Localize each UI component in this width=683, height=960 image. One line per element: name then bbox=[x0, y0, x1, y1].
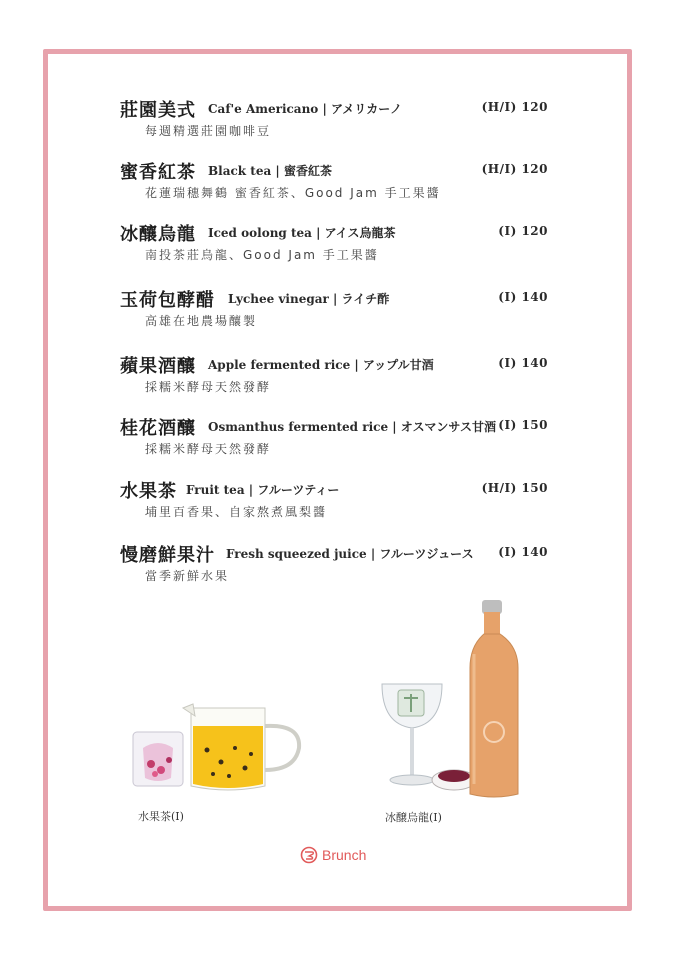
fruit-tea-illustration bbox=[125, 690, 310, 800]
item-price: (H/I) 120 bbox=[481, 100, 548, 114]
item-description: 南投茶莊烏龍、Good Jam 手工果醬 bbox=[145, 248, 379, 262]
item-price: (I) 150 bbox=[498, 418, 548, 432]
menu-item bbox=[120, 220, 550, 262]
item-description: 採糯米酵母天然發酵 bbox=[145, 442, 272, 456]
jam-dish-icon bbox=[432, 770, 476, 790]
item-description: 埔里百香果、自家熬煮風梨醬 bbox=[145, 505, 328, 519]
menu-item bbox=[120, 541, 550, 583]
item-name-zh: 冰釀烏龍 bbox=[120, 224, 196, 245]
item-price: (I) 140 bbox=[498, 356, 548, 370]
item-description: 每週精選莊園咖啡豆 bbox=[145, 124, 272, 138]
item-name-en: Osmanthus fermented rice | オスマンサス甘酒 bbox=[208, 420, 496, 434]
item-price: (H/I) 120 bbox=[481, 162, 548, 176]
item-description: 高雄在地農場釀製 bbox=[145, 314, 258, 328]
menu-item bbox=[120, 158, 550, 200]
menu-item bbox=[120, 414, 550, 456]
item-name-en: Fruit tea | フルーツティー bbox=[186, 483, 340, 497]
teapot-icon bbox=[183, 704, 299, 790]
item-name-en: Caf'e Americano | アメリカーノ bbox=[208, 102, 402, 116]
brunch-logo-icon bbox=[300, 846, 318, 864]
menu-item bbox=[120, 96, 550, 138]
item-description: 採糯米酵母天然發酵 bbox=[145, 380, 272, 394]
item-price: (I) 140 bbox=[498, 545, 548, 559]
item-name-zh: 玉荷包酵醋 bbox=[120, 290, 215, 311]
item-name-zh: 蘋果酒釀 bbox=[120, 356, 196, 377]
item-price: (I) 120 bbox=[498, 224, 548, 238]
brand-logo bbox=[300, 846, 366, 864]
item-name-zh: 莊園美式 bbox=[120, 100, 196, 121]
item-name-zh: 慢磨鮮果汁 bbox=[120, 545, 215, 566]
iced-oolong-caption: 冰醸烏龍(I) bbox=[385, 811, 442, 824]
fruit-tea-caption: 水果茶(I) bbox=[138, 810, 184, 823]
brand-name: Brunch bbox=[322, 847, 367, 863]
item-name-zh: 桂花酒釀 bbox=[120, 418, 196, 439]
item-description: 當季新鮮水果 bbox=[145, 569, 230, 583]
item-name-en: Apple fermented rice | アップル甘酒 bbox=[208, 358, 434, 372]
wine-glass-icon bbox=[382, 684, 442, 785]
item-name-zh: 蜜香紅茶 bbox=[120, 162, 196, 183]
iced-oolong-illustration bbox=[378, 594, 538, 809]
item-price: (I) 140 bbox=[498, 290, 548, 304]
item-name-en: Black tea | 蜜香紅茶 bbox=[208, 164, 332, 178]
menu-item bbox=[120, 477, 550, 519]
item-price: (H/I) 150 bbox=[481, 481, 548, 495]
item-name-en: Iced oolong tea | アイス烏龍茶 bbox=[208, 226, 396, 240]
item-name-en: Lychee vinegar | ライチ酢 bbox=[228, 292, 390, 306]
jelly-cup-icon bbox=[133, 732, 183, 786]
item-description: 花蓮瑞穗舞鶴 蜜香紅茶、Good Jam 手工果醬 bbox=[145, 186, 441, 200]
item-name-en: Fresh squeezed juice | フルーツジュース bbox=[226, 547, 474, 561]
menu-item bbox=[120, 352, 550, 394]
item-name-zh: 水果茶 bbox=[120, 481, 177, 502]
bottle-icon bbox=[470, 600, 518, 797]
menu-item bbox=[120, 286, 550, 328]
